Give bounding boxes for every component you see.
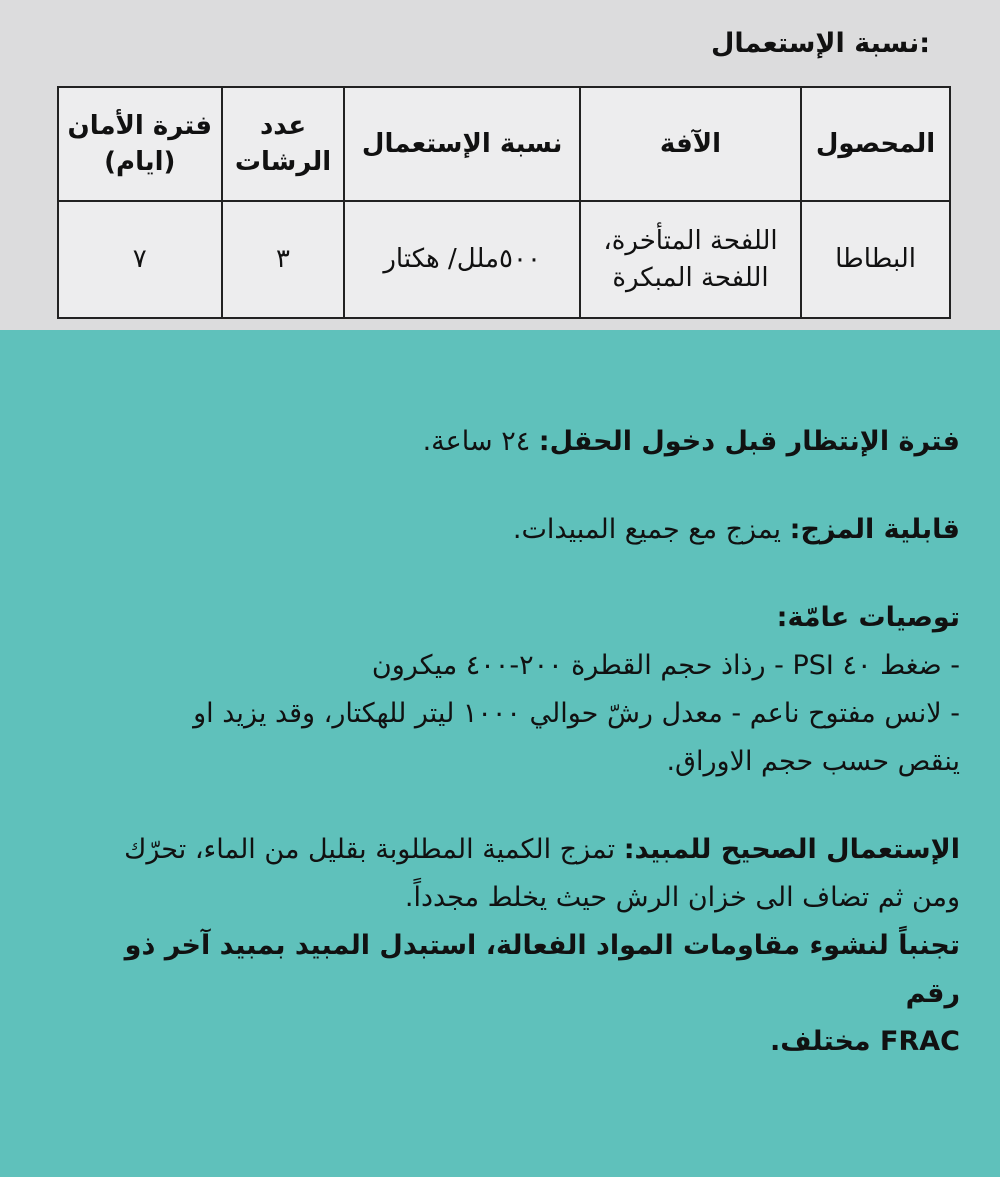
reentry-line (80, 418, 960, 466)
general-label: توصيات عامّة: (776, 602, 960, 633)
header-sprays (222, 87, 345, 201)
header-safety (58, 87, 222, 201)
header-safety-line1: فترة الأمان (67, 110, 213, 141)
cell-pest (580, 201, 801, 318)
reentry-value: ٢٤ ساعة. (422, 426, 539, 457)
usage-section (0, 0, 1000, 330)
usage-heading: :نسبة الإستعمال (710, 28, 930, 59)
cell-crop: البطاطا (801, 201, 950, 318)
warning-line1: تجنباً لنشوء مقاومات المواد الفعالة، استبدل المبيد بمبيد آخر ذو رقم (124, 930, 960, 1009)
correct-use-value1: تمزج الكمية المطلوبة بقليل من الماء، تحرّك (124, 834, 624, 865)
general-line3: ينقص حسب حجم الاوراق. (666, 746, 960, 777)
header-pest: الآفة (580, 87, 801, 201)
reentry-label: فترة الإنتظار قبل دخول الحقل: (538, 426, 960, 457)
table-header-row (58, 87, 950, 201)
cell-pest-line1: اللفحة المتأخرة، (603, 226, 778, 257)
header-crop: المحصول (801, 87, 950, 201)
usage-table (57, 86, 951, 319)
recommendations-section (0, 330, 1000, 1177)
recommendations-text (80, 418, 960, 1066)
general-line1: - ضغط ٤٠ PSI - رذاذ حجم القطرة ٢٠٠-٤٠٠ ميكرون (371, 650, 960, 681)
correct-use-label: الإستعمال الصحيح للمبيد: (623, 834, 960, 865)
header-safety-line2: (ايام) (104, 147, 176, 177)
correct-use-line2: ومن ثم تضاف الى خزان الرش حيث يخلط مجدداً. (404, 882, 960, 913)
header-rate: نسبة الإستعمال (344, 87, 579, 201)
cell-sprays: ٣ (222, 201, 345, 318)
compat-line (80, 506, 960, 554)
cell-rate: ٥٠٠ملل/ هكتار (344, 201, 579, 318)
general-line2: - لانس مفتوح ناعم - معدل رشّ حوالي ١٠٠٠ ليتر للهكتار، وقد يزيد او (193, 698, 960, 729)
compat-value: يمزج مع جميع المبيدات. (512, 514, 790, 545)
correct-use-line1 (80, 826, 960, 874)
cell-pest-line2: اللفحة المبكرة (612, 262, 769, 293)
cell-safety: ٧ (58, 201, 222, 318)
table-row (58, 201, 950, 318)
warning-line2: FRAC مختلف. (770, 1026, 960, 1057)
compat-label: قابلية المزج: (789, 514, 960, 545)
header-sprays-line1: عدد (259, 110, 307, 141)
header-sprays-line2: الرشات (234, 147, 332, 177)
